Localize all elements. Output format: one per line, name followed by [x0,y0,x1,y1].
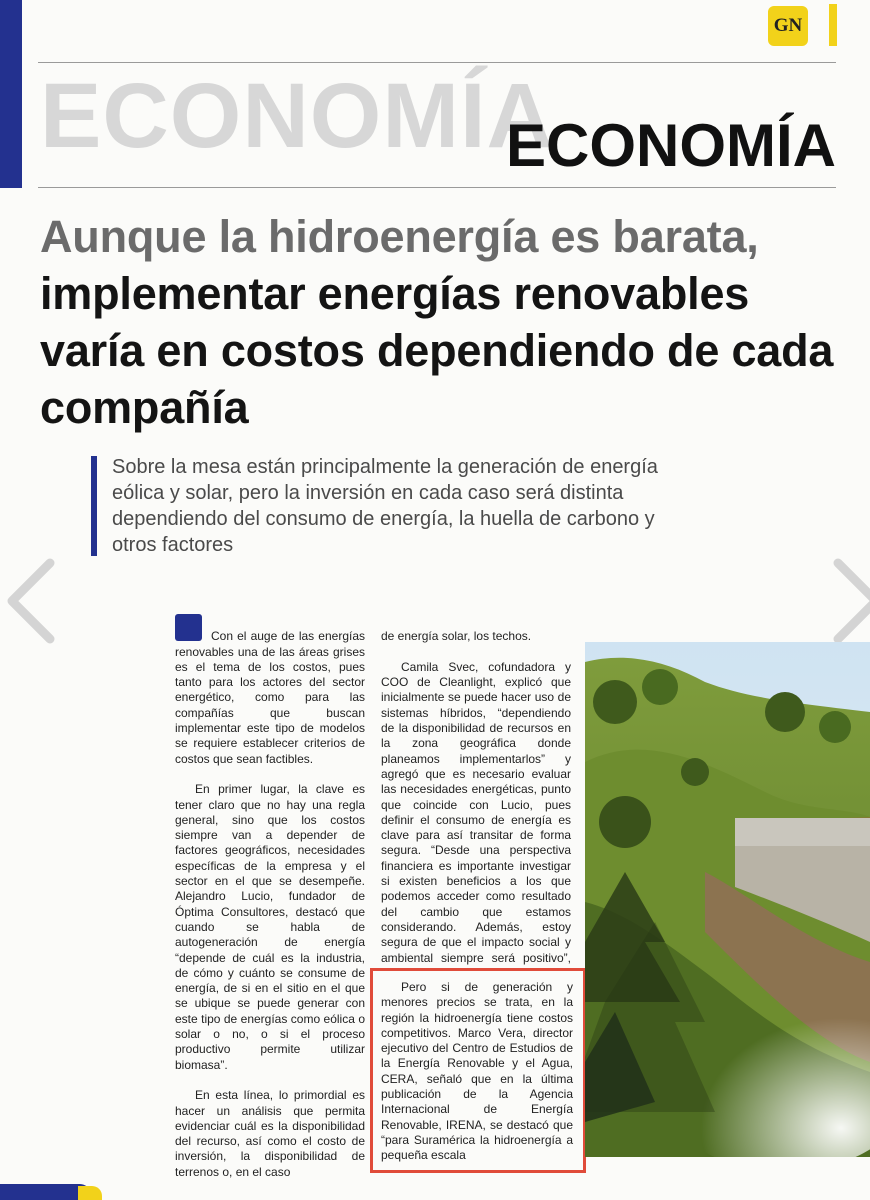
logo: GN [768,6,808,46]
headline [40,208,850,436]
paragraph: Camila Svec, cofundadora y COO de Cleanlight, explicó que inicialmente se puede hacer uso de sistemas híbridos, “dependiendo de la disponibilidad de recursos en la zona geográfica donde planeamos implementarlos” y agregó que es necesario evaluar las necesidades energéticas, punto que coincide con Lucio, pues definir el consumo de energía es clave para así transitar de forma segura. “Desde una perspectiva financiera es importante investigar si existen beneficios a los que podemos acceder como resultado del cambio que estamos considerando. Además, estoy segura de que el impacto social y ambiental siempre será positivo”, [381,659,571,965]
dam-photo [585,642,870,1157]
highlighted-paragraph: Pero si de generación y menores precios se trata, en la región la hidroenergía tiene costos competitivos. Marco Vera, director ejecutivo del Centro de Estudios de la Energía Renovable y el Agua, CERA, señaló que en la última publicación de la Agencia Internacional de Energía Renovable, IRENA, se destacó que “para Suramérica la hidroenergía a pequeña escala [381,980,573,1163]
bottom-accent-blue [0,1184,90,1200]
chevron-right-icon [826,555,870,647]
section-title: ECONOMÍA [506,112,836,179]
prev-page-button[interactable] [2,555,62,647]
dek: Sobre la mesa están principalmente la generación de energía eólica y solar, pero la inversión en cada caso será distinta dependiendo del consumo de energía, la huella de carbono y otros factores [112,456,658,556]
next-page-button[interactable] [826,555,870,647]
top-rule [38,62,836,63]
dek-bar [91,456,97,556]
chevron-left-icon [2,555,62,647]
paragraph: Con el auge de las energías renovables una de las áreas grises es el tema de los costos, pues tanto para los actores del sector energético, como para las compañías que buscan implementar este tipo de modelos se requiere establecer criterios de costos que sean factibles. [175,629,365,766]
paragraph: En primer lugar, la clave es tener claro que no hay una regla general, sino que los costos siempre van a depender de factores geográficos, necesidades específicas de la empresa y el sector en el que se desempeñe. Alejandro Lucio, fundador de Óptima Consultores, destacó que cuando se habla de autogeneración de energía “depende de cuál es la industria, de cómo y cuánto se consume de energía, de si en el sitio en el que se ubique se puede generar con este tipo de energías como eólica o solar o no, o si el proceso productivo permite utilizar biomasa”. [175,782,365,1072]
headline-lead: Aunque la hidroenergía es barata, [40,211,759,262]
paragraph: En esta línea, lo primordial es hacer un análisis que permita evidenciar cuál es la disponibilidad del recurso, así como el costo de inversión, la disponibilidad de terrenos o, en el caso [175,1088,365,1179]
section-watermark: ECONOMÍA [40,65,554,167]
section-rule [38,187,836,188]
headline-main: implementar energías renovables varía en costos dependiendo de cada compañía [40,268,834,433]
article-column-2 [381,614,571,996]
paragraph: de energía solar, los techos. [381,629,532,644]
bottom-strip [0,1184,870,1200]
logo-stripe [829,4,837,46]
accent-bar [0,0,22,188]
bottom-accent-yellow [78,1186,102,1200]
article-column-1 [175,614,365,1195]
